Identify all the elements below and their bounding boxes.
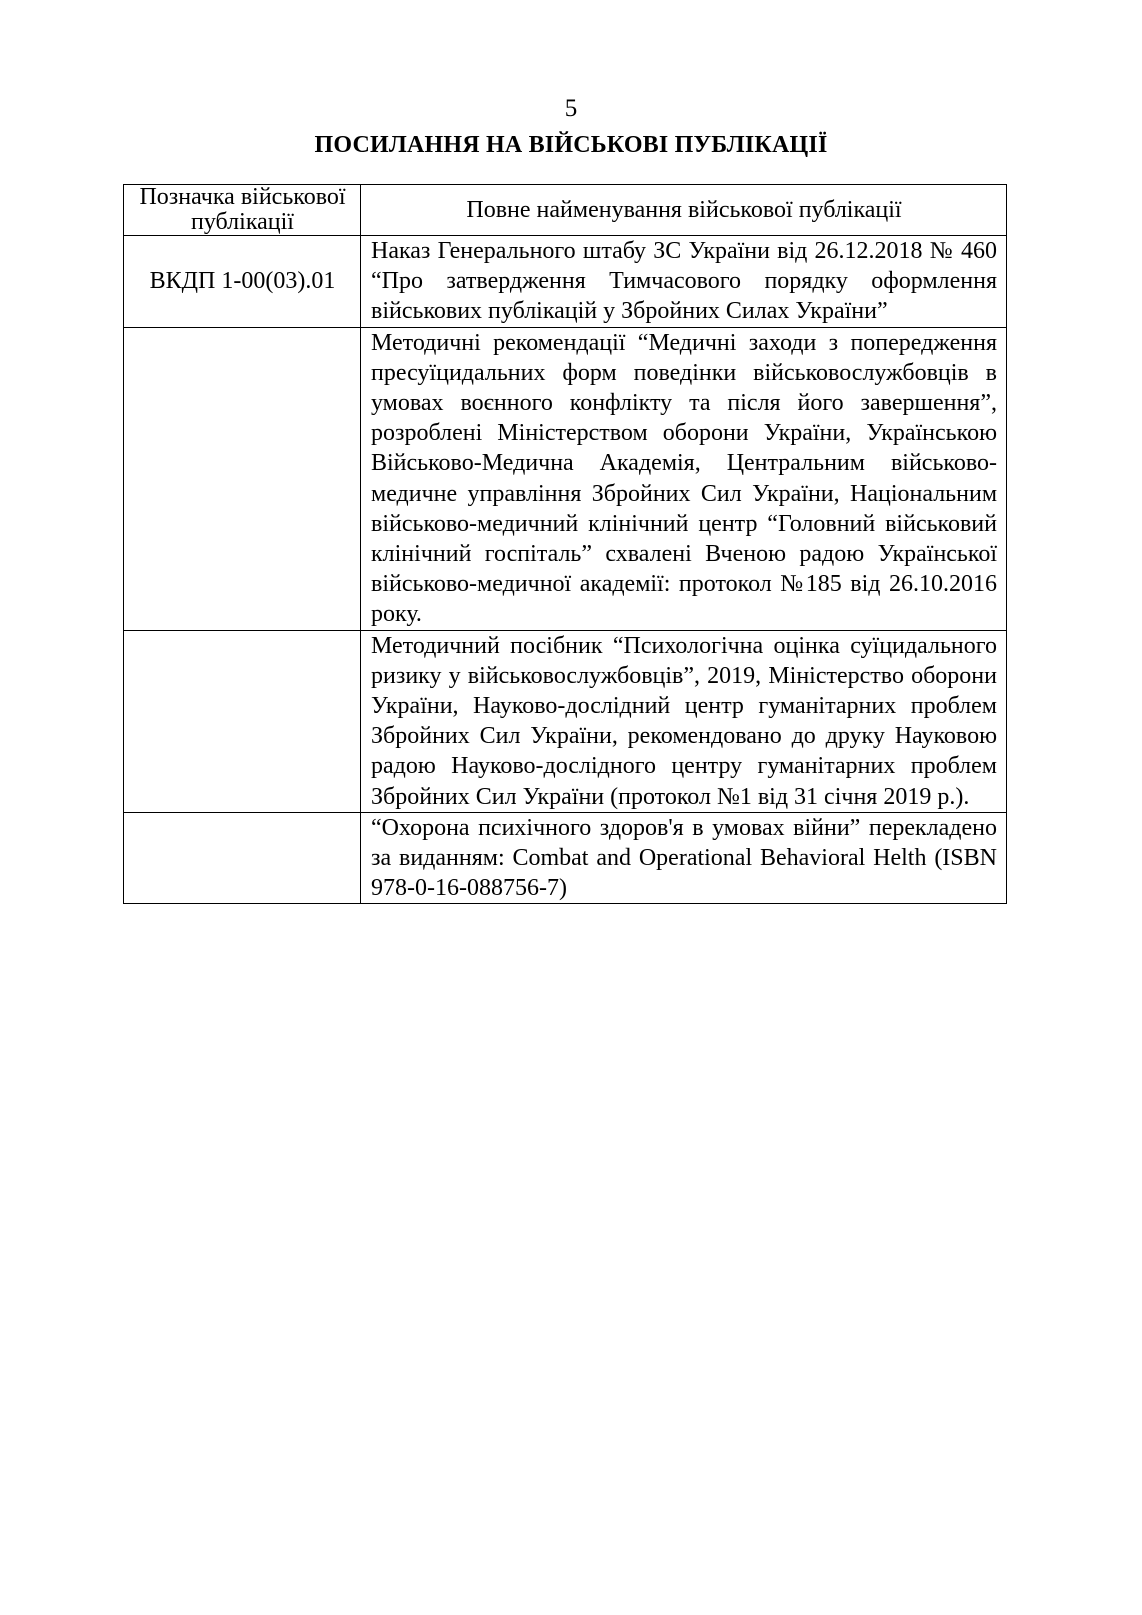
publication-description: “Охорона психічного здоров'я в умовах війни” перекладено за виданням: Combat and Operational Behavioral Helth (ISBN 978-0-16-088756-7) <box>361 812 1007 904</box>
table-row <box>124 812 1007 904</box>
table-header-row <box>124 185 1007 236</box>
publication-description: Наказ Генерального штабу ЗС України від 26.12.2018 № 460 “Про затвердження Тимчасового порядку оформлення військових публікацій у Збройних Силах України” <box>361 236 1007 328</box>
page-number: 5 <box>564 95 578 122</box>
table-row <box>124 630 1007 812</box>
table-row <box>124 327 1007 630</box>
publication-code <box>124 327 361 630</box>
publication-description: Методичний посібник “Психологічна оцінка суїцидального ризику у військовослужбовців”, 2019, Міністерство оборони України, Науково-дослідний центр гуманітарних проблем Збройних Сил України, рекомендовано до друку Науковою радою Науково-дослідного центру гуманітарних проблем Збройних Сил України (протокол №1 від 31 січня 2019 р.). <box>361 630 1007 812</box>
table-row <box>124 236 1007 328</box>
page-title: ПОСИЛАННЯ НА ВІЙСЬКОВІ ПУБЛІКАЦІЇ <box>314 132 828 158</box>
publication-description: Методичні рекомендації “Медичні заходи з попередження пресуїцидальних форм поведінки військовослужбовців в умовах воєнного конфлікту та після його завершення”, розроблені Міністерством оборони України, Українською Військово-Медична Академія, Центральним військово-медичне управління Збройних Сил України, Національним військово-медичний клінічний центр “Головний військовий клінічний госпіталь” схвалені Вченою радою Української військово-медичної академії: протокол №185 від 26.10.2016 року. <box>361 327 1007 630</box>
header-publication-code: Позначка військової публікації <box>124 185 361 236</box>
header-publication-full-name: Повне найменування військової публікації <box>361 185 1007 236</box>
publication-code <box>124 812 361 904</box>
publication-code: ВКДП 1-00(03).01 <box>124 236 361 328</box>
publications-table <box>123 184 1007 904</box>
publication-code <box>124 630 361 812</box>
